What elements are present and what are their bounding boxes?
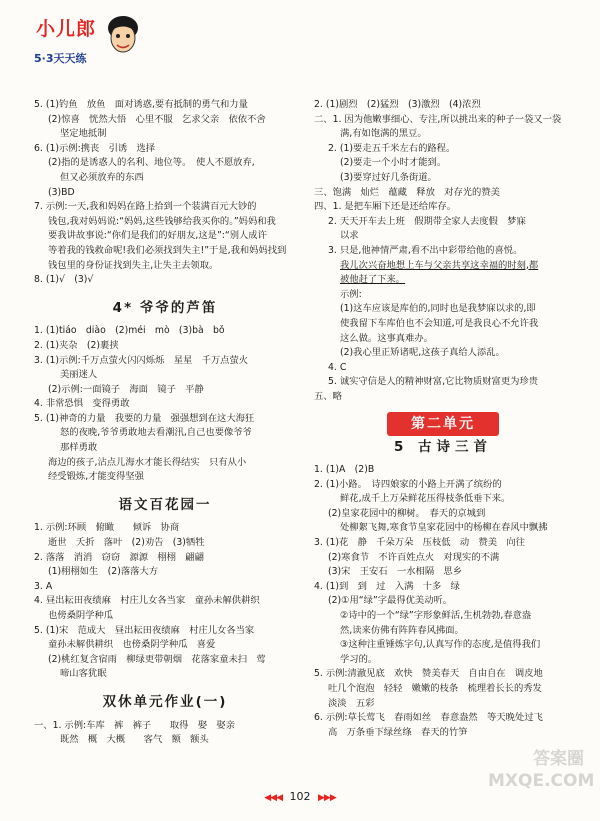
answer-line: 5. (1)钓鱼 放鱼 面对诱惑,要有抵制的勇气和力量 xyxy=(34,99,248,110)
answer-line: 6. 示例:草长莺飞 春雨如丝 春意盎然 等天晚处过飞 xyxy=(314,712,543,724)
answer-line: 四、1. 是把车厢下还是还给库存。 xyxy=(314,201,456,213)
answer-line: (3)BD xyxy=(48,186,75,198)
answer-line: 2. (1)小路。 诗四娘家的小路上开满了缤纷的 xyxy=(314,478,502,490)
answer-line: 4. 非常恐惧 变得勇敢 xyxy=(34,398,130,410)
answer-line: 既然 概 大概 客气 额 额头 xyxy=(60,734,209,746)
answer-line: 4. C xyxy=(328,361,347,373)
lesson-5-title: 5 古诗三首 xyxy=(393,439,493,456)
answer-line: 1. (1)A (2)B xyxy=(314,464,375,476)
next-arrows-icon: ▶▶▶ xyxy=(318,793,336,803)
answer-line: 2. (1)夹杂 (2)裹挟 xyxy=(34,339,119,351)
answer-line-underlined: 被他赶了下来。 xyxy=(340,274,406,286)
watermark xyxy=(488,748,595,814)
answer-line: 经受锻炼,才能变得坚强 xyxy=(48,471,144,483)
answer-line: 童孙未解供耕织 也傍桑阴学种瓜 喜爱 xyxy=(48,639,216,651)
answer-line: 以求 xyxy=(340,230,359,242)
answer-line: (2)我心里正矫诸呢,这孩子真给人添乱。 xyxy=(340,347,505,359)
answer-line: (2)指的是诱惑人的名利、地位等。 使人不愿放弃, xyxy=(48,157,255,169)
answer-line: 然,读来仿佛有阵阵春风拂面。 xyxy=(340,624,464,636)
answer-line: (2)①用“绿”字最得优美动听。 xyxy=(328,595,453,607)
answer-line: 6. (1)示例:携丧 引诱 选择 xyxy=(34,142,156,154)
answer-line: 逝世 夭折 落叶 (2)劝告 (3)牺牲 xyxy=(48,537,205,549)
answer-line: 海边的孩子,沾点儿海水才能长得结实 只有从小 xyxy=(48,456,247,468)
answer-line: 4. 昼出耘田夜绩麻 村庄儿女各当家 童孙未解供耕织 xyxy=(34,595,260,607)
answer-line: (2)皇家花园中的柳树。 春天的京城到 xyxy=(328,507,486,519)
answer-line: 钱包里的身份证找到失主,让失主去领取。 xyxy=(48,259,219,271)
answer-line: 7. 示例:一天,我和妈妈在路上拾到一个装满百元大钞的 xyxy=(34,201,257,213)
answer-line: 3. A xyxy=(34,580,53,592)
answer-line: 3. (1)示例:千万点萤火闪闪烁烁 星星 千万点萤火 xyxy=(34,354,249,366)
answer-line: 怒的夜晚,爷爷勇敢地去看潮汛,自己也要像爷爷 xyxy=(60,427,252,439)
answer-line: (1)这车应该是库伯的,同时也是我梦寐以求的,即 xyxy=(340,303,536,315)
answer-line: 5. 示例:清澈见底 欢快 赞美春天 自由自在 调皮地 xyxy=(314,668,543,680)
answer-line-underlined: 我儿次兴奋地想上车与父亲共享这幸福的时刻,都 xyxy=(340,259,539,271)
answer-line: 三、饱满 灿烂 蕴藏 释放 对存光的赞美 xyxy=(314,186,500,198)
answer-line: 8. (1)√ (3)√ xyxy=(34,274,94,286)
answer-line: (2)寒食节 不许百姓点火 对现实的不满 xyxy=(328,551,500,563)
answer-line: 处柳絮飞舞,寒食节皇家花园中的杨柳在春风中飘拂 xyxy=(340,522,548,534)
answer-line: (2)桃红复含宿雨 柳绿更带朝烟 花落家童未扫 莺 xyxy=(48,653,266,665)
answer-line: 坚定地抵制 xyxy=(60,128,107,140)
answer-line: 1. (1)tiáo diào (2)méi mò (3)bà bǒ xyxy=(34,325,225,337)
answer-line: 5. (1)宋 范成大 昼出耘田夜绩麻 村庄儿女各当家 xyxy=(34,624,255,636)
boy-mascot-icon xyxy=(106,14,140,58)
answer-line: 3. 只是,他神情严肃,看不出中彩带给他的喜悦。 xyxy=(328,244,523,256)
weekend-homework-title: 双休单元作业(一) xyxy=(102,693,228,710)
answer-line: 那样勇敢 xyxy=(60,442,98,454)
answer-line: 钱包,我对妈妈说:“妈妈,这些钱够给我买你的。”妈妈和我 xyxy=(48,215,276,227)
answer-line: 要我讲故事说:“你们是我们的好朋友,这是”:“别人成许 xyxy=(48,230,267,242)
answer-line: 吐几个泡泡 轻轻 嫩嫩的枝条 梳理着长长的秀发 xyxy=(328,682,542,694)
answer-line: 二、1. 因为他嫩事细心、专注,所以挑出来的种子一袋又一袋 xyxy=(314,113,562,125)
answer-line: 这么做。这事真难办。 xyxy=(340,332,433,344)
answer-line: ②诗中的一个“绿”字形象鲜活,生机勃勃,春意盎 xyxy=(340,610,532,621)
answer-line: 示例: xyxy=(340,288,362,300)
answer-line: (2)示例:一面镜子 海面 镜子 平静 xyxy=(48,383,204,395)
unit-2-badge: 第二单元 xyxy=(387,412,499,436)
answer-line: (2)惊喜 恍然大悟 心里不服 乞求父亲 依依不舍 xyxy=(48,113,266,125)
answer-line: ③这种注重锤炼字句,认真写作的态度,是值得我们 xyxy=(340,639,541,651)
answer-line: 2. 天天开车去上班 假期带全家人去度假 梦寐 xyxy=(328,215,526,227)
answer-line: 使我留下车库伯也不会知道,可是我良心不允许我 xyxy=(340,317,539,329)
answer-line: 5. 诚实守信是人的精神财富,它比物质财富更为珍贵 xyxy=(328,376,539,388)
answer-line: 1. 示例:环顾 俯瞰 倾诉 协商 xyxy=(34,522,180,534)
page-number: 102 xyxy=(289,790,311,803)
answer-line: 美丽迷人 xyxy=(60,369,98,381)
answer-line: 也傍桑阴学种瓜 xyxy=(48,610,114,621)
answer-line: 2. (1)剧烈 (2)猛烈 (3)激烈 (4)浓烈 xyxy=(314,99,481,110)
watermark-line: 答案圈 xyxy=(533,749,584,769)
answer-line: 五、略 xyxy=(314,390,342,402)
answer-line: 4. (1)到 到 过 入满 十多 绿 xyxy=(314,580,460,592)
answer-line: 2. (1)要走五千米左右的路程。 xyxy=(328,142,456,154)
answer-line: 5. (1)神奇的力量 我要的力量 强强想到在这大海狂 xyxy=(34,412,255,424)
answer-line: (3)宋 王安石 一水相隔 思乡 xyxy=(328,566,463,578)
answer-line: 2. 落落 消消 窃窃 源源 栩栩 翩翩 xyxy=(34,551,204,563)
logo-title: 小儿郎 xyxy=(36,18,97,40)
logo-subtitle: 5·3天天练 xyxy=(34,52,87,65)
answer-line: 满,有如饱满的黑豆。 xyxy=(340,128,427,140)
page-footer xyxy=(0,790,600,803)
answer-line: 淡淡 五彩 xyxy=(328,697,375,709)
garden-title: 语文百花园一 xyxy=(118,496,212,513)
answer-line: 等着我的钱救命呢!我们必须找到失主!”于是,我和妈妈找到 xyxy=(48,244,287,256)
answer-line: 鲜花,成千上万朵鲜花压得枝条低垂下来。 xyxy=(340,493,511,505)
brand-logo xyxy=(26,8,146,78)
answer-line: 一、1. 示例:车库 裤 裤子 取得 娶 娶亲 xyxy=(34,719,235,731)
watermark-line: MXQE.COM xyxy=(488,771,595,791)
answer-line: 但又必须放弃的东西 xyxy=(60,171,144,183)
prev-arrows-icon: ◀◀◀ xyxy=(264,793,282,803)
answer-line: (2)要走一个小时才能到。 xyxy=(340,157,447,169)
answer-line: (3)要穿过好几条街道。 xyxy=(340,171,437,183)
lesson-4-title: 4* 爷爷的芦笛 xyxy=(112,299,218,316)
answer-line: 学习的。 xyxy=(340,653,378,665)
answer-line: 高 万条垂下绿丝绦 春天的竹笋 xyxy=(328,726,468,738)
answer-line: 啼山客犹眠 xyxy=(60,668,107,680)
answer-line: 3. (1)花 静 千朵万朵 压枝低 动 赞美 向往 xyxy=(314,537,525,549)
answer-line: (1)栩栩如生 (2)落落大方 xyxy=(48,566,159,578)
left-column xyxy=(34,98,296,748)
right-column xyxy=(314,98,572,740)
